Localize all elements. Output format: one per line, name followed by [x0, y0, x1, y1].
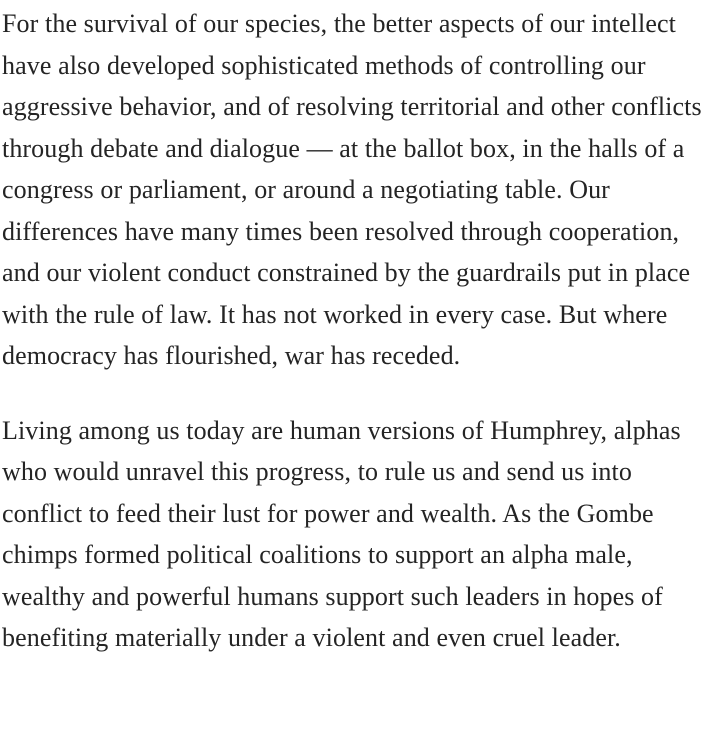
paragraph-1: For the survival of our species, the better aspects of our intellect have also developed sophisticated methods of controlling our aggressive behavior, and of resolving territorial and other conflicts through debate and dialogue — at the ballot box, in the halls of a congress or parliament, or around a negotiating table. Our differences have many times been resolved through cooperation, and our violent conduct constrained by the guardrails put in place with the rule of law. It has not worked in every case. But where democracy has flourished, war has receded.	[2, 9, 702, 370]
paragraph-2: Living among us today are human versions of Humphrey, alphas who would unravel this progress, to rule us and send us into conflict to feed their lust for power and wealth. As the Gombe chimps formed political coalitions to support an alpha male, wealthy and powerful humans support such leaders in hopes of benefiting materially under a violent and even cruel leader.	[2, 415, 681, 652]
